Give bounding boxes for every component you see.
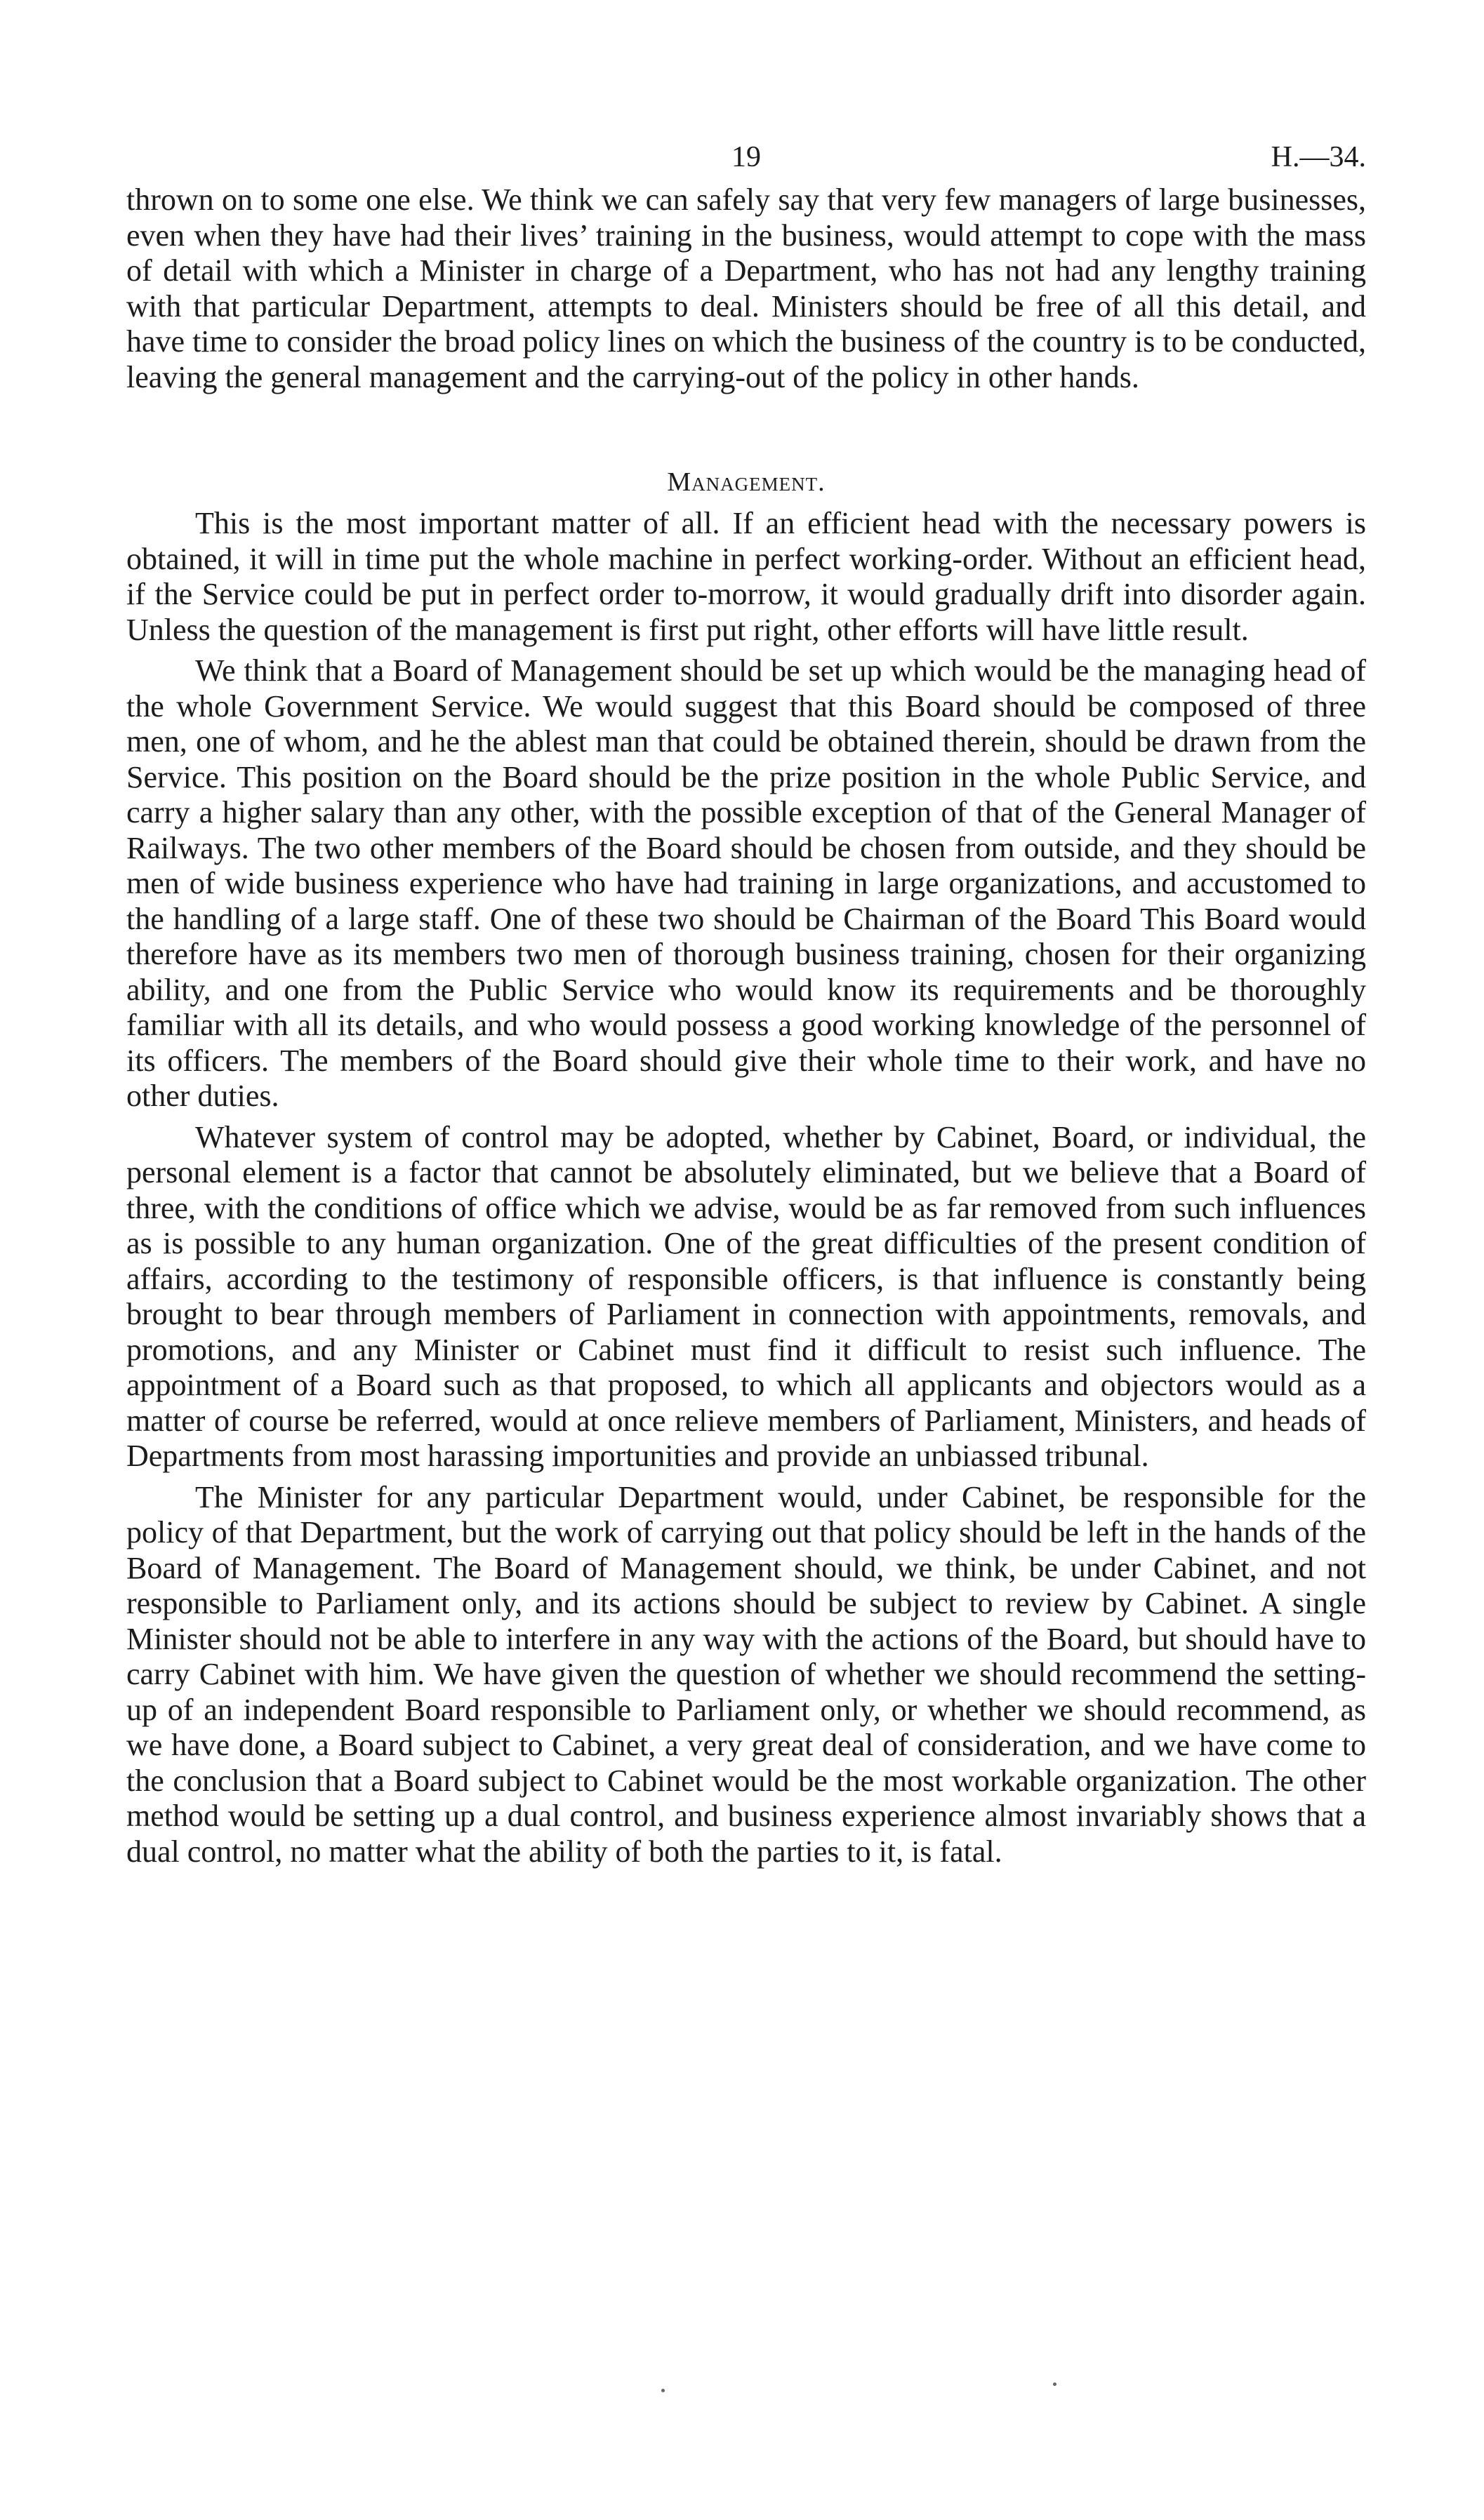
running-header (126, 140, 1366, 182)
document-page (126, 140, 1366, 1869)
document-body (126, 182, 1366, 1869)
paragraph-3: Whatever system of control may be adopted, whether by Cabinet, Board, or individual, the personal element is a factor that cannot be absolutely eliminated, but we believe that a Board of three, with the conditions of office which we advise, would be as far removed from such influences as is possible to any human organization. One of the great difficulties of the present condition of affairs, according to the testimony of responsible officers, is that influence is constantly being brought to bear through members of Parliament in connection with appointments, removals, and promotions, and any Minister or Cabinet must find it difficult to resist such influence. The appointment of a Board such as that proposed, to which all applicants and objectors would as a matter of course be referred, would at once relieve members of Parliament, Ministers, and heads of Departments from most harassing importunities and provide an unbiassed tribunal. (126, 1119, 1366, 1473)
document-reference: H.—34. (1271, 141, 1366, 173)
section-heading-management: Management. (667, 467, 826, 497)
scan-speck (661, 2389, 665, 2392)
scan-speck (1053, 2382, 1056, 2386)
paragraph-1: This is the most important matter of all. If an efficient head with the necessary powers is obtained, it will in time put the whole machine in perfect working-order. Without an efficient head, if the Service could be put in perfect order to-morrow, it would gradually drift into disorder again. Unless the question of the management is first put right, other efforts will have little result. (126, 506, 1366, 647)
continued-paragraph: thrown on to some one else. We think we can safely say that very few managers of large businesses, even when they have had their lives’ training in the business, would attempt to cope with the mass of detail with which a Minister in charge of a Department, who has not had any lengthy training with that particular Department, attempts to deal. Ministers should be free of all this detail, and have time to consider the broad policy lines on which the business of the country is to be conducted, leaving the general management and the carrying-out of the policy in other hands. (126, 182, 1366, 394)
paragraph-2: We think that a Board of Management should be set up which would be the managing head of the whole Government Service. We would suggest that this Board should be composed of three men, one of whom, and he the ablest man that could be obtained therein, should be drawn from the Service. This position on the Board should be the prize position in the whole Public Service, and carry a higher salary than any other, with the possible exception of that of the General Manager of Railways. The two other members of the Board should be chosen from outside, and they should be men of wide business experience who have had training in large organizations, and accustomed to the handling of a large staff. One of these two should be Chairman of the Board This Board would therefore have as its members two men of thorough business training, chosen for their organizing ability, and one from the Public Service who would know its requirements and be thoroughly familiar with all its details, and who would possess a good working knowledge of the personnel of its officers. The members of the Board should give their whole time to their work, and have no other duties. (126, 653, 1366, 1113)
paragraph-4: The Minister for any particular Department would, under Cabinet, be responsible for the policy of that Department, but the work of carrying out that policy should be left in the hands of the Board of Management. The Board of Management should, we think, be under Cabinet, and not responsible to Parliament only, and its actions should be subject to review by Cabinet. A single Minister should not be able to interfere in any way with the actions of the Board, but should have to carry Cabinet with him. We have given the question of whether we should recommend the setting-up of an independent Board responsible to Parliament only, or whether we should recommend, as we have done, a Board subject to Cabinet, a very great deal of consideration, and we have come to the conclusion that a Board subject to Cabinet would be the most workable organization. The other method would be setting up a dual control, and business experience almost invariably shows that a dual control, no matter what the ability of both the parties to it, is fatal. (126, 1479, 1366, 1869)
page-number: 19 (731, 141, 761, 173)
